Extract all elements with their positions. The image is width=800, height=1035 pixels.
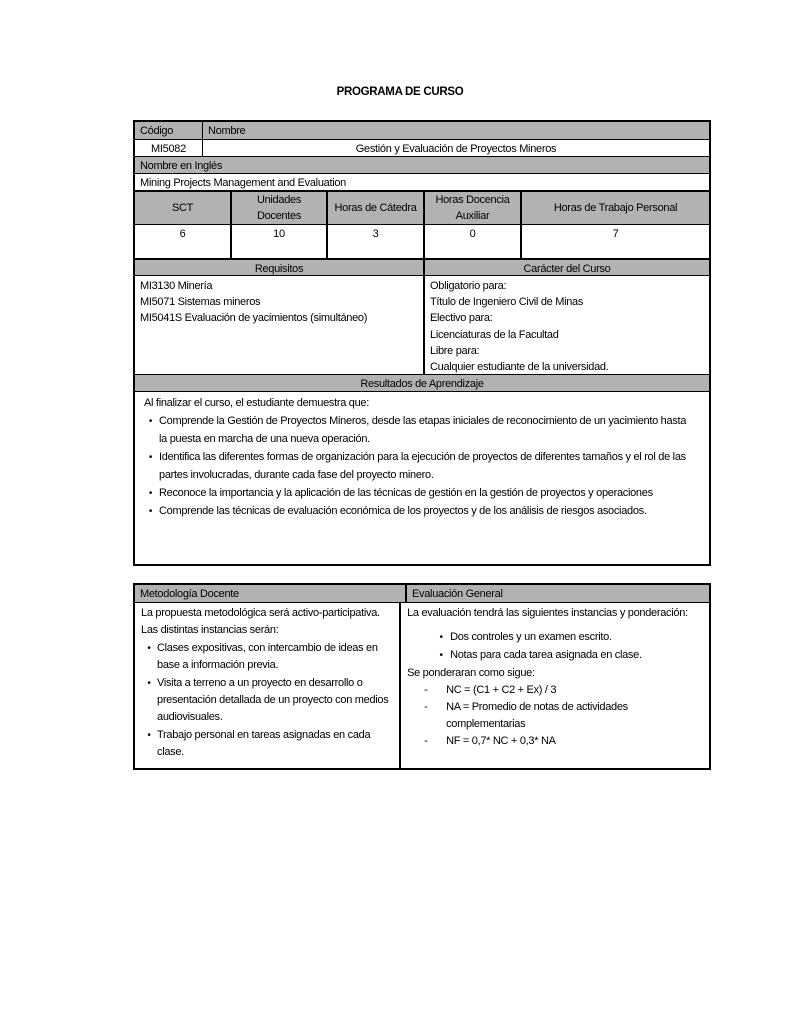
dash-icon: - [424, 684, 428, 696]
caracter-line: Electivo para: [430, 312, 493, 325]
requisitos-caracter-content-row [135, 275, 709, 374]
hours-value-sct: 6 [179, 228, 186, 240]
hours-value-auxiliar: 0 [423, 225, 520, 258]
evaluacion-bullet: • Notas para cada tarea asignada en clase. [407, 647, 703, 664]
requisito-item: MI3130 Minería [140, 280, 213, 292]
nombre-ingles-header-row [135, 156, 709, 173]
evaluacion-intro: La evaluación tendrá las siguientes instancias y ponderación: [407, 607, 688, 619]
hours-value-catedra: 3 [326, 225, 423, 258]
ponderacion-dash-item: - NC = (C1 + C2 + Ex) / 3 [407, 682, 703, 699]
bullet-icon: • [148, 452, 153, 464]
bullet-icon: • [148, 416, 153, 428]
hours-header-unidades: Unidades Docentes [230, 192, 326, 224]
resultados-label: Resultados de Aprendizaje [360, 378, 484, 390]
requisitos-label: Requisitos [254, 263, 304, 275]
hours-header-personal: Horas de Trabajo Personal [520, 192, 709, 224]
caracter-line: Libre para: [430, 344, 480, 357]
methodology-header-row [135, 585, 709, 602]
metodologia-bullet: • Trabajo personal en tareas asignadas en cada clase. [141, 727, 395, 761]
requisitos-caracter-header-row [135, 258, 709, 275]
metodologia-label: Metodología Docente [140, 588, 239, 600]
nombre-value: Gestión y Evaluación de Proyectos Mineros [202, 140, 709, 156]
requisito-item: MI5071 Sistemas mineros [140, 296, 261, 309]
resultados-header-row [135, 374, 709, 391]
evaluacion-label: Evaluación General [405, 585, 709, 602]
bullet-icon: • [147, 678, 151, 689]
hours-header-catedra: Horas de Cátedra [326, 192, 423, 224]
resultados-intro: Al finalizar el curso, el estudiante demuestra que: [144, 397, 369, 409]
hours-header-sct: SCT [171, 202, 194, 214]
caracter-list [423, 276, 709, 374]
nombre-ingles-label: Nombre en Inglés [140, 160, 223, 172]
bullet-icon: • [147, 643, 151, 654]
hours-value-personal: 7 [520, 225, 709, 258]
resultados-bullet: • Comprende la Gestión de Proyectos Mineros, desde las etapas iniciales de reconocimiento de un yacimiento hasta la puesta en marcha de una nueva operación. [142, 413, 696, 448]
codigo-nombre-value-row [135, 139, 709, 156]
bullet-icon: • [439, 632, 443, 643]
bullet-icon: • [148, 506, 153, 518]
metodologia-body [135, 603, 399, 768]
dash-icon: - [424, 735, 428, 747]
evaluacion-bullet: • Dos controles y un examen escrito. [407, 629, 703, 646]
bullet-icon: • [148, 488, 153, 500]
evaluacion-body [399, 603, 709, 768]
resultados-bullet: • Reconoce la importancia y la aplicación de las técnicas de gestión en la gestión de proyectos y operaciones [142, 485, 696, 502]
caracter-label: Carácter del Curso [423, 260, 709, 275]
codigo-nombre-header-row [135, 122, 709, 139]
hours-header-row [135, 190, 709, 224]
ponderacion-intro: Se ponderaran como sigue: [407, 667, 535, 679]
course-table [133, 120, 711, 566]
methodology-table [133, 583, 711, 770]
evaluacion-bullets [407, 629, 703, 664]
metodologia-bullet: • Clases expositivas, con intercambio de ideas en base a información previa. [141, 640, 395, 674]
nombre-ingles-value-row [135, 173, 709, 190]
hours-header-auxiliar: Horas Docencia Auxiliar [423, 192, 520, 224]
caracter-line: Cualquier estudiante de la universidad. [430, 361, 609, 374]
nombre-ingles-value: Mining Projects Management and Evaluation [140, 177, 346, 189]
resultados-body [135, 392, 709, 564]
caracter-line: Título de Ingeniero Civil de Minas [430, 296, 584, 309]
hours-value-row [135, 224, 709, 258]
caracter-line: Licenciaturas de la Facultad [430, 328, 559, 341]
caracter-line: Obligatorio para: [430, 280, 507, 292]
hours-value-unidades: 10 [230, 225, 326, 258]
resultados-bullet: • Comprende las técnicas de evaluación económica de los proyectos y de los análisis de riesgos asociados. [142, 503, 696, 520]
metodologia-intro: La propuesta metodológica será activo-participativa. Las distintas instancias serán: [141, 607, 380, 636]
requisitos-list [135, 276, 423, 374]
bullet-icon: • [439, 650, 443, 661]
bullet-icon: • [147, 730, 151, 741]
metodologia-bullet: • Visita a terreno a un proyecto en desarrollo o presentación detallada de un proyecto con medios audiovisuales. [141, 675, 395, 726]
requisito-item: MI5041S Evaluación de yacimientos (simultáneo) [140, 312, 368, 325]
resultados-bullet: • Identifica las diferentes formas de organización para la ejecución de proyectos de diferentes tamaños y el rol de las partes involucradas, durante cada fase del proyecto minero. [142, 449, 696, 484]
codigo-value: MI5082 [151, 143, 186, 155]
resultados-content-row [135, 391, 709, 564]
ponderacion-dash-item: - NF = 0,7* NC + 0,3* NA [407, 733, 703, 750]
codigo-label: Código [140, 125, 174, 137]
dash-icon: - [424, 701, 428, 713]
page-title: PROGRAMA DE CURSO [336, 86, 464, 98]
ponderacion-dash-item: - NA = Promedio de notas de actividades complementarias [407, 699, 703, 733]
methodology-content-row [135, 602, 709, 768]
nombre-label: Nombre [202, 122, 709, 139]
